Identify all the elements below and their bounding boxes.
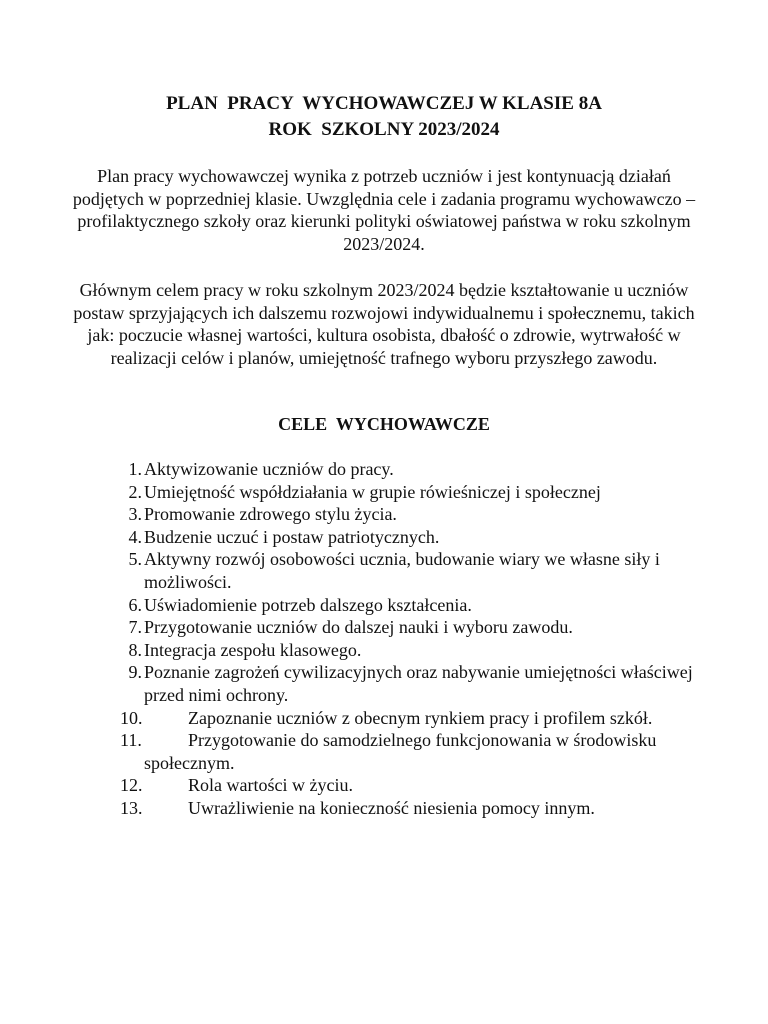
- goal-number: 12.: [120, 775, 143, 796]
- goal-text: Aktywizowanie uczniów do pracy.: [144, 459, 394, 479]
- goal-number: 9.: [128, 662, 142, 683]
- goal-text: Przygotowanie do samodzielnego funkcjonowania w środowisku społecznym.: [144, 730, 657, 773]
- goal-item: [0, 707, 704, 730]
- goal-item: [0, 797, 704, 820]
- goal-number: 2.: [128, 481, 142, 502]
- goal-number: 10.: [120, 707, 143, 728]
- goal-number: 5.: [128, 549, 142, 570]
- goal-item: [0, 481, 704, 504]
- goals-heading: CELE WYCHOWAWCZE: [278, 414, 490, 434]
- goal-number: 6.: [128, 594, 142, 615]
- goal-item: [0, 503, 704, 526]
- goal-number: 13.: [120, 797, 143, 818]
- goal-number: 11.: [120, 730, 142, 751]
- goal-text: Budzenie uczuć i postaw patriotycznych.: [144, 526, 440, 547]
- goal-text: Uświadomienie potrzeb dalszego kształcenia.: [144, 594, 472, 615]
- goal-text: Aktywny rozwój osobowości ucznia, budowanie wiary we własne siły i możliwości.: [144, 549, 660, 592]
- goal-text: Zapoznanie uczniów z obecnym rynkiem pracy i profilem szkół.: [188, 707, 653, 728]
- goal-number: 8.: [128, 639, 142, 660]
- goal-item: [0, 729, 704, 774]
- goal-number: 3.: [128, 504, 142, 525]
- document-title-line-2: ROK SZKOLNY 2023/2024: [268, 119, 500, 140]
- goals-list: [0, 458, 768, 820]
- goal-text: Uwrażliwienie na konieczność niesienia pomocy innym.: [188, 797, 595, 818]
- goal-text: Rola wartości w życiu.: [188, 775, 353, 796]
- goal-item: [0, 526, 704, 549]
- goal-item: [0, 548, 704, 593]
- goal-item: [0, 616, 704, 639]
- goal-item: [0, 661, 704, 706]
- goal-text: Promowanie zdrowego stylu życia.: [144, 504, 397, 525]
- goal-number: 7.: [128, 617, 142, 638]
- main-goal-paragraph: Głównym celem pracy w roku szkolnym 2023/2024 będzie kształtowanie u uczniów postaw sprzyjających ich dalszemu rozwojowi indywidualnemu i społecznemu, takich jak: poczucie własnej wartości, kultura osobista, dbałość o zdrowie, wytrwałość w realizacji celów i planów, umiejętność trafnego wyboru przyszłego zawodu.: [73, 280, 695, 368]
- intro-paragraph: Plan pracy wychowawczej wynika z potrzeb uczniów i jest kontynuacją działań podjętych w poprzedniej klasie. Uwzględnia cele i zadania programu wychowawczo – profilaktycznego szkoły oraz kierunki polityki oświatowej państwa w roku szkolnym 2023/2024.: [72, 166, 696, 254]
- goal-item: [0, 594, 704, 617]
- goal-text: Integracja zespołu klasowego.: [144, 639, 362, 660]
- goal-number: 1.: [128, 459, 142, 479]
- document-title-line-1: PLAN PRACY WYCHOWAWCZEJ W KLASIE 8A: [166, 93, 602, 114]
- goal-text: Przygotowanie uczniów do dalszej nauki i wyboru zawodu.: [144, 617, 573, 638]
- goal-text: Poznanie zagrożeń cywilizacyjnych oraz nabywanie umiejętności właściwej przed nimi ochrony.: [144, 662, 693, 705]
- goal-item: [0, 774, 704, 797]
- goal-text: Umiejętność współdziałania w grupie rówieśniczej i społecznej: [144, 481, 601, 502]
- goal-number: 4.: [128, 526, 142, 547]
- goal-item: [0, 639, 704, 662]
- goal-item: [0, 458, 704, 481]
